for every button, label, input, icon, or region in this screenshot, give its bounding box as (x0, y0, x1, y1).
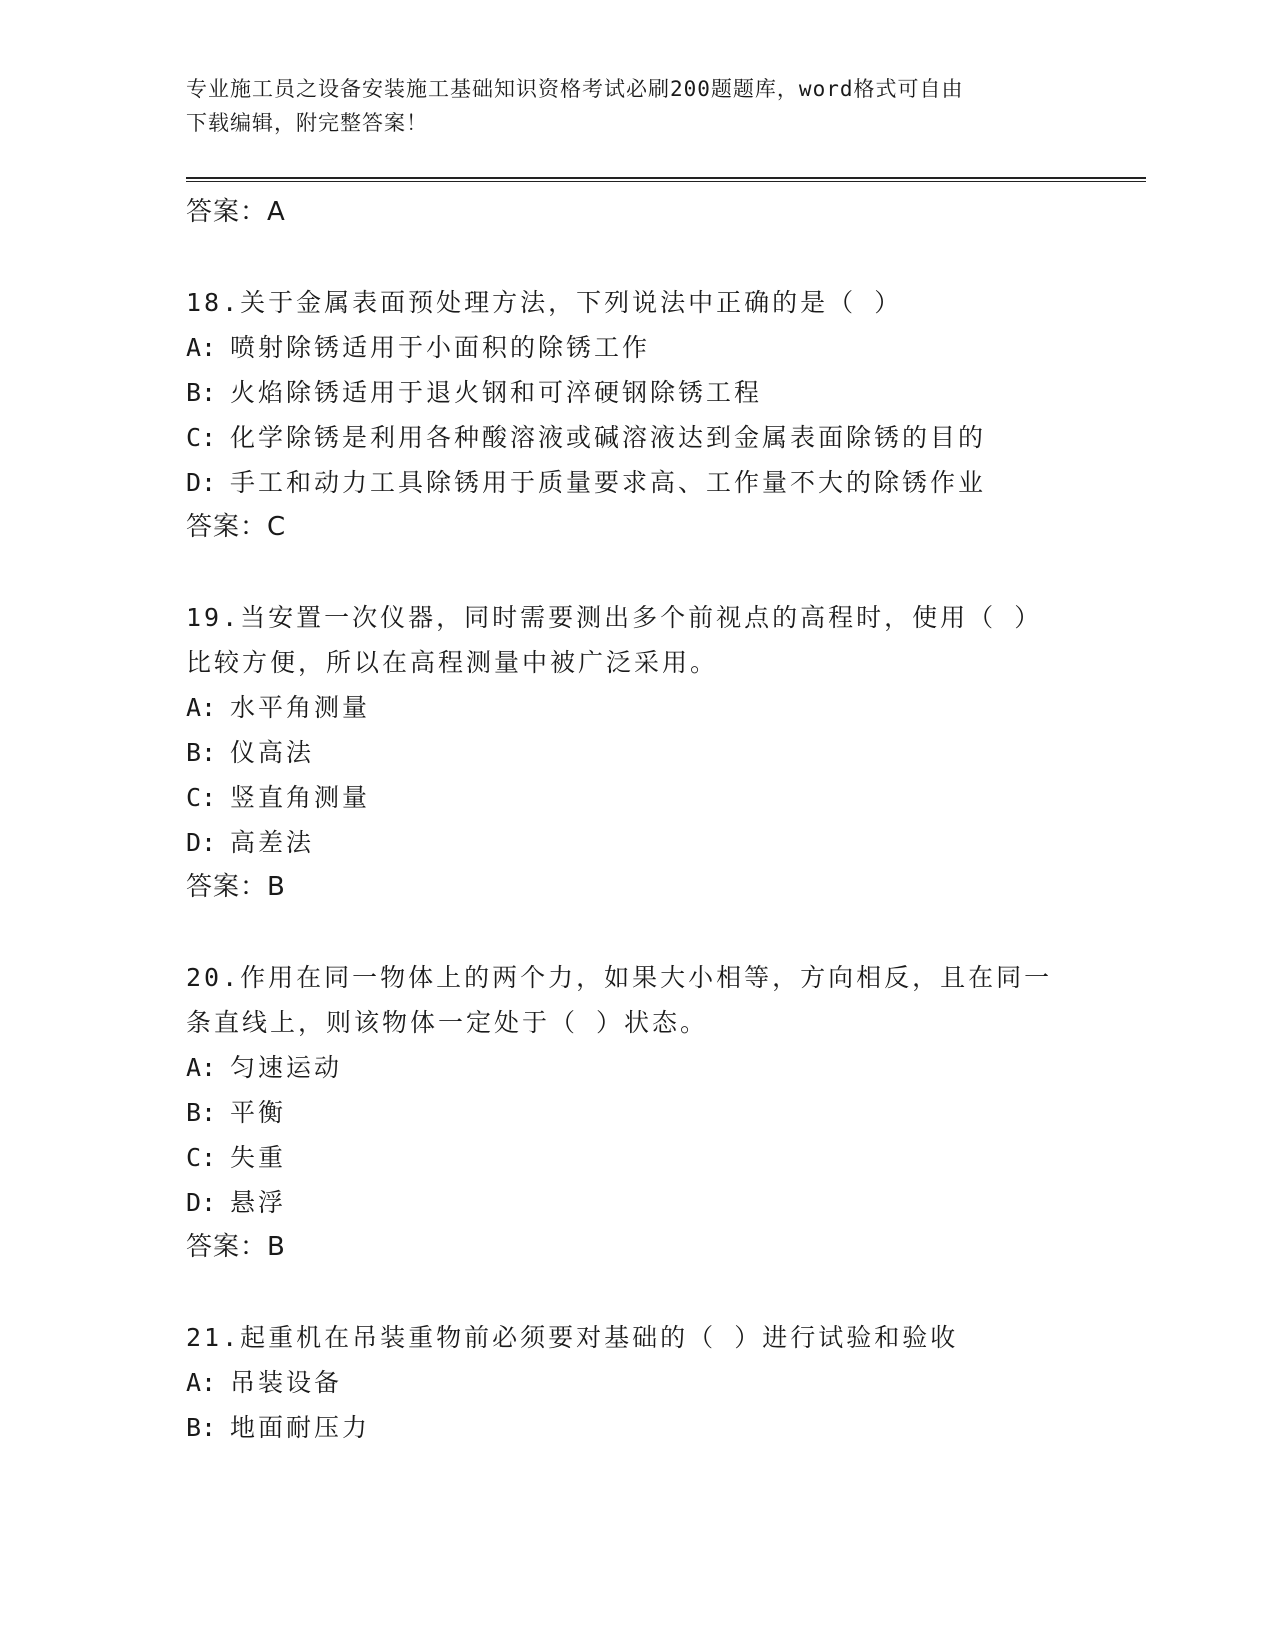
option-text: 地面耐压力 (230, 1413, 371, 1442)
question-text: 18.关于金属表面预处理方法，下列说法中正确的是（ ） (186, 288, 903, 317)
option-row (186, 1090, 1086, 1135)
answer-line: 答案：B (186, 872, 286, 902)
question-text: 条直线上，则该物体一定处于（ ）状态。 (186, 1008, 709, 1037)
header-divider-thin (186, 181, 1146, 182)
option-row (186, 1405, 1086, 1450)
question-block (186, 1315, 1086, 1450)
option-text: 水平角测量 (230, 693, 371, 722)
option-text: 匀速运动 (230, 1053, 343, 1082)
questions-container (186, 280, 1086, 1450)
option-text: 化学除锈是利用各种酸溶液或碱溶液达到金属表面除锈的目的 (230, 423, 987, 452)
question-block (186, 280, 1086, 550)
question-text: 19.当安置一次仪器，同时需要测出多个前视点的高程时，使用（ ） (186, 603, 1043, 632)
option-row (186, 730, 1086, 775)
option-row (186, 1135, 1086, 1180)
option-row (186, 775, 1086, 820)
option-text: 喷射除锈适用于小面积的除锈工作 (230, 333, 651, 362)
option-key: C: (186, 1143, 217, 1172)
question-text: 20.作用在同一物体上的两个力，如果大小相等，方向相反，且在同一 (186, 963, 1053, 992)
option-key: B: (186, 378, 217, 407)
question-text: 比较方便，所以在高程测量中被广泛采用。 (186, 648, 719, 677)
header-line-2: 下载编辑，附完整答案！ (186, 111, 428, 135)
option-text: 平衡 (230, 1098, 287, 1127)
answer-line: 答案：B (186, 1232, 286, 1262)
option-key: B: (186, 1098, 217, 1127)
option-row (186, 1360, 1086, 1405)
option-key: B: (186, 1413, 217, 1442)
option-key: C: (186, 783, 217, 812)
option-key: D: (186, 1188, 217, 1217)
document-header (186, 72, 1066, 140)
option-text: 火焰除锈适用于退火钢和可淬硬钢除锈工程 (230, 378, 763, 407)
option-key: B: (186, 738, 217, 767)
option-text: 失重 (230, 1143, 287, 1172)
header-divider-thick (186, 177, 1146, 179)
option-key: D: (186, 468, 217, 497)
question-text: 21.起重机在吊装重物前必须要对基础的（ ）进行试验和验收 (186, 1323, 959, 1352)
question-block (186, 595, 1086, 910)
option-row (186, 1045, 1086, 1090)
option-key: A: (186, 693, 217, 722)
option-text: 高差法 (230, 828, 315, 857)
option-key: A: (186, 333, 217, 362)
option-text: 手工和动力工具除锈用于质量要求高、工作量不大的除锈作业 (230, 468, 987, 497)
question-list (186, 190, 1086, 1450)
option-key: D: (186, 828, 217, 857)
option-key: A: (186, 1053, 217, 1082)
option-row (186, 415, 1086, 460)
previous-answer: 答案：A (186, 197, 286, 227)
option-text: 竖直角测量 (230, 783, 371, 812)
answer-line: 答案：C (186, 512, 287, 542)
option-key: A: (186, 1368, 217, 1397)
option-row (186, 370, 1086, 415)
option-text: 悬浮 (230, 1188, 287, 1217)
option-row (186, 820, 1086, 865)
option-row (186, 325, 1086, 370)
option-key: C: (186, 423, 217, 452)
option-text: 仪高法 (230, 738, 315, 767)
header-line-1: 专业施工员之设备安装施工基础知识资格考试必刷200题题库，word格式可自由 (186, 77, 964, 101)
question-block (186, 955, 1086, 1270)
option-text: 吊装设备 (230, 1368, 343, 1397)
option-row (186, 1180, 1086, 1225)
option-row (186, 460, 1086, 505)
option-row (186, 685, 1086, 730)
